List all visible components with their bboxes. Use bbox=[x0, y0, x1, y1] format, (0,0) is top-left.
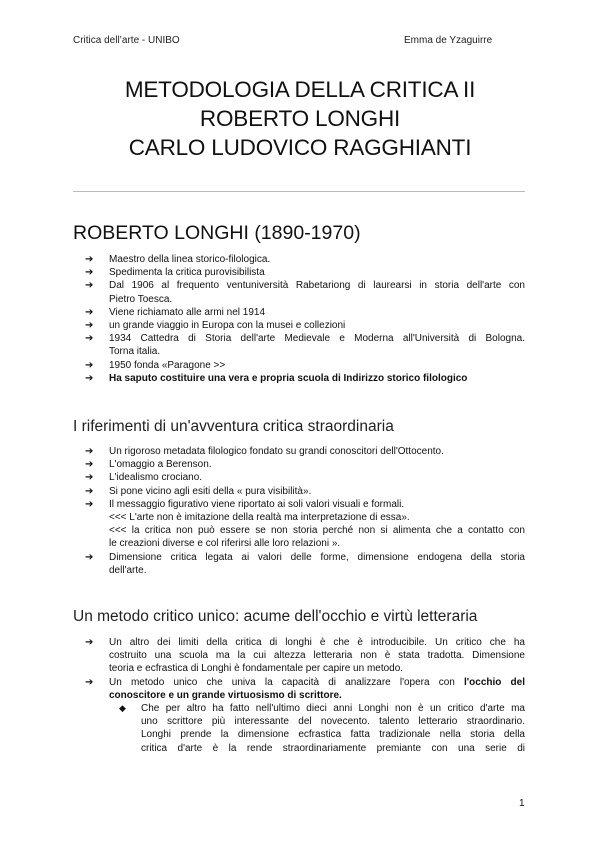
title-line-1: METODOLOGIA DELLA CRITICA II bbox=[124, 77, 476, 102]
list-item: ➔ Un rigoroso metadata filologico fondato su grandi conoscitori dell'Ottocento. bbox=[85, 446, 444, 457]
list-item: ➔ Un metodo unico che univa la capacità di analizzare l'opera con l'occhio del conoscitore e un grande virtuosismo di scrittore. ◆ Che per altro ha fatto nell'ultimo dieci anni Longhi non è un critico d'arte ma uno scrittore più interessante del novecento. talento letterario straordinario. Longhi prende la dimensione ecfrastica fatta tradizionale nella storia della critica d'arte è la rende straordinariamente premiante con una serie di bbox=[85, 676, 526, 754]
sub-list-item: ◆ Che per altro ha fatto nell'ultimo dieci anni Longhi non è un critico d'arte ma uno scrittore più interessante del novecento. talento letterario straordinario. Longhi prende la dimensione ecfrastica fatta tradizionale nella storia della critica d'arte è la rende straordinariamente premiante con una serie di bbox=[119, 703, 525, 754]
list-item: ➔ Maestro della linea storico-filologica. bbox=[85, 254, 271, 265]
arrow-right-icon: ➔ bbox=[85, 551, 94, 563]
section-heading-longhi: ROBERTO LONGHI (1890-1970) bbox=[73, 222, 361, 244]
section3-list bbox=[85, 636, 525, 755]
header-author: Emma de Yzaguirre bbox=[404, 35, 493, 46]
list-item: ➔ Spedimenta la critica purovisibilista bbox=[85, 267, 265, 279]
diamond-icon: ◆ bbox=[119, 703, 126, 714]
arrow-right-icon: ➔ bbox=[85, 267, 94, 279]
list-item: ➔ Si pone vicino agli esiti della « pura visibilità». bbox=[85, 485, 312, 497]
list-item: ➔ Dal 1906 al frequento ventuniversità Rabetariong di laurearsi in storia dell'arte con Pietro Toesca. bbox=[85, 280, 525, 305]
horizontal-divider bbox=[73, 191, 525, 192]
page-number: 1 bbox=[519, 798, 525, 809]
list-item: ➔ Ha saputo costituire una vera e propria scuola di Indirizzo storico filologico bbox=[85, 372, 468, 384]
list-item: ➔ 1950 fonda «Paragone >> bbox=[85, 359, 226, 371]
section-heading-riferimenti: I riferimenti di un'avventura critica straordinaria bbox=[73, 418, 394, 435]
arrow-right-icon: ➔ bbox=[85, 485, 94, 497]
arrow-right-icon: ➔ bbox=[85, 637, 94, 648]
arrow-right-icon: ➔ bbox=[85, 280, 94, 292]
arrow-right-icon: ➔ bbox=[85, 254, 94, 265]
section2-list bbox=[85, 445, 525, 577]
arrow-right-icon: ➔ bbox=[85, 459, 94, 471]
arrow-right-icon: ➔ bbox=[85, 498, 94, 510]
arrow-right-icon: ➔ bbox=[85, 359, 94, 371]
title-line-2: ROBERTO LONGHI bbox=[199, 106, 401, 131]
arrow-right-icon: ➔ bbox=[85, 320, 94, 332]
arrow-right-icon: ➔ bbox=[85, 472, 94, 484]
list-item: ➔ L'omaggio a Berenson. bbox=[85, 459, 212, 471]
list-item: ➔ Un altro dei limiti della critica di longhi è che è introducibile. Un critico che ha costruito una scuola ma la cui altezza letteraria non è stata tradotta. Dimensione teoria e ecfrastica di Longhi è fondamentale per capire un metodo. bbox=[85, 637, 525, 675]
section-heading-metodo: Un metodo critico unico: acume dell'occhio e virtù letteraria bbox=[73, 608, 478, 625]
list-item: ➔ Viene richiamato alle armi nel 1914 bbox=[85, 306, 266, 318]
list-item: ➔ Il messaggio figurativo viene riportato ai soli valori visuali e formali. <<< L'arte non è imitazione della realtà ma interpretazione di essa». <<< la critica non può essere se non storia perché non si alimenta che a contatto con le creazioni diverse e col riferirsi alle loro relazioni ». bbox=[85, 498, 525, 550]
arrow-right-icon: ➔ bbox=[85, 306, 94, 318]
arrow-right-icon: ➔ bbox=[85, 372, 94, 384]
document-title bbox=[0, 75, 600, 162]
list-item: ➔ un grande viaggio in Europa con la musei e collezioni bbox=[85, 320, 346, 332]
header-course: Critica dell’arte - UNIBO bbox=[73, 35, 180, 46]
arrow-right-icon: ➔ bbox=[85, 676, 94, 688]
arrow-right-icon: ➔ bbox=[85, 333, 94, 345]
arrow-right-icon: ➔ bbox=[85, 446, 94, 457]
title-line-3: CARLO LUDOVICO RAGGHIANTI bbox=[128, 135, 472, 160]
list-item: ➔ L'idealismo crociano. bbox=[85, 472, 203, 484]
list-item: ➔ Dimensione critica legata ai valori delle forme, dimensione endogena della storia dell'arte. bbox=[85, 551, 525, 576]
section1-list bbox=[85, 253, 525, 385]
list-item: ➔ 1934 Cattedra di Storia dell'arte Medievale e Moderna all'Università di Bologna. Torna italia. bbox=[85, 333, 525, 358]
